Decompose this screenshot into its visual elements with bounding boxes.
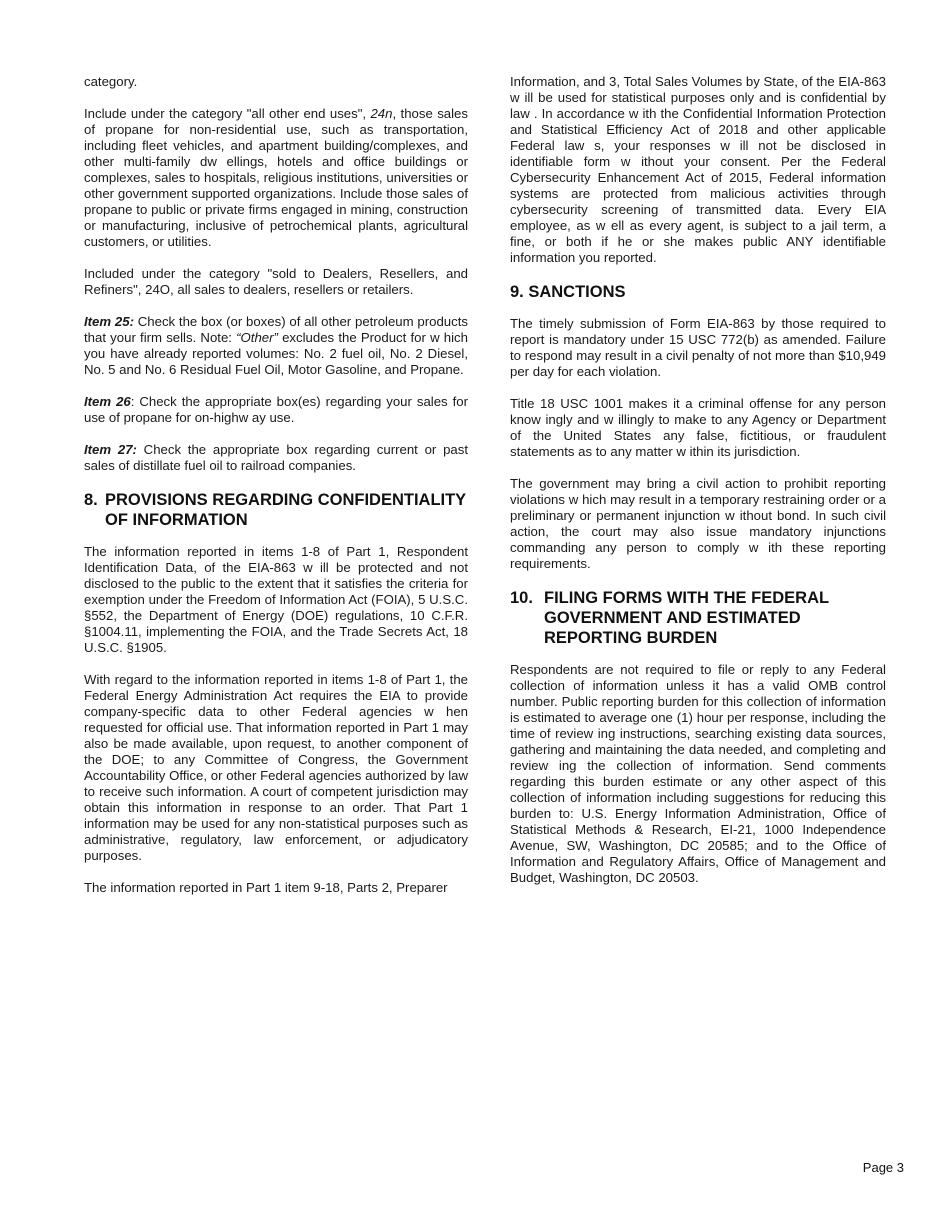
section-8-number: 8. bbox=[84, 491, 98, 509]
paragraph-item-27 bbox=[84, 442, 468, 474]
section-8-title: PROVISIONS REGARDING CONFIDENTIALITY OF INFORMATION bbox=[105, 491, 466, 529]
section-10-heading bbox=[510, 588, 886, 648]
text-run: : Check the appropriate box(es) regarding your sales for use of propane for on-highw ay use. bbox=[84, 394, 468, 425]
paragraph-item-25 bbox=[84, 314, 468, 378]
paragraph-item-26 bbox=[84, 394, 468, 426]
paragraph-sanctions-3: The government may bring a civil action to prohibit reporting violations w hich may result in a temporary restraining order or a preliminary or permanent injunction w ithout bond. In such civil action, the court may also issue mandatory injunctions commanding any person to comply w ith these reporting requirements. bbox=[510, 476, 886, 571]
paragraph-reporting-burden: Respondents are not required to file or reply to any Federal collection of information unless it has a valid OMB control number. Public reporting burden for this collection of information is estimated to average one (1) hour per response, including the time of review ing instructions, searching existing data sources, gathering and maintaining the data needed, and completing and review ing the collection of information. Send comments regarding this burden estimate or any other aspect of this collection of information including suggestions for reducing this burden to: U.S. Energy Information Administration, Office of Statistical Methods & Research, EI-21, 1000 Independence Avenue, SW, Washington, DC 20585; and to the Office of Information and Regulatory Affairs, Office of Management and Budget, Washington, DC 20503. bbox=[510, 662, 886, 885]
paragraph-sanctions-2: Title 18 USC 1001 makes it a criminal offense for any person know ingly and w illingly to make to any Agency or Department of the United States any false, fictitious, or fraudulent statements as to any matter w ithin its jurisdiction. bbox=[510, 396, 886, 459]
item-27-label: Item 27: bbox=[84, 442, 137, 457]
paragraph-category: category. bbox=[84, 74, 138, 89]
paragraph-confidentiality-2: With regard to the information reported in items 1-8 of Part 1, the Federal Energy Administration Act requires the EIA to provide company-specific data to other Federal agencies w hen requested for official use. That information reported in Part 1 may also be made available, upon request, to another component of the DOE; to any Committee of Congress, the Government Accountability Office, or other Federal agencies authorized by law to receive such information. A court of competent jurisdiction may obtain this information in response to an order. That Part 1 information may be used for any non-statistical purposes such as administrative, regulatory, law enforcement, or adjudicatory purposes. bbox=[84, 672, 468, 863]
section-10-number: 10. bbox=[510, 589, 533, 607]
right-column bbox=[510, 74, 886, 902]
left-column bbox=[84, 74, 468, 912]
paragraph-dealers-resellers: Included under the category "sold to Dealers, Resellers, and Refiners", 24O, all sales to dealers, resellers or retailers. bbox=[84, 266, 468, 297]
paragraph-confidentiality-1: The information reported in items 1-8 of Part 1, Respondent Identification Data, of the EIA-863 w ill be protected and not disclosed to the public to the extent that it satisfies the criteria for exemption under the Freedom of Information Act (FOIA), 5 U.S.C. §552, the Department of Energy (DOE) regulations, 10 C.F.R. §1004.11, implementing the FOIA, and the Trade Secrets Act, 18 U.S.C. §1905. bbox=[84, 544, 468, 655]
item-26-label: Item 26 bbox=[84, 394, 131, 409]
section-10-title: FILING FORMS WITH THE FEDERAL GOVERNMENT AND ESTIMATED REPORTING BURDEN bbox=[544, 589, 829, 647]
item-25-label: Item 25: bbox=[84, 314, 134, 329]
paragraph-sanctions-1: The timely submission of Form EIA-863 by those required to report is mandatory under 15 USC 772(b) as amended. Failure to respond may result in a civil penalty of not more than $10,949 per day for each violation. bbox=[510, 316, 886, 379]
other-term: “Other” bbox=[236, 330, 278, 345]
text-run: Check the box (or boxes) of all other petroleum products that your firm sells. Note: bbox=[84, 314, 468, 345]
section-9-heading: 9. SANCTIONS bbox=[510, 283, 626, 301]
page-number: Page 3 bbox=[862, 1160, 904, 1175]
paragraph-confidentiality-3: The information reported in Part 1 item 9-18, Parts 2, Preparer bbox=[84, 880, 448, 895]
text-run: Check the appropriate box regarding current or past sales of distillate fuel oil to railroad companies. bbox=[84, 442, 468, 473]
text-run: excludes the Product for w hich you have already reported volumes: No. 2 fuel oil, No. 2 Diesel, No. 5 and No. 6 Residual Fuel Oil, Motor Gasoline, and Propane. bbox=[84, 330, 468, 377]
text-run: Include under the category "all other end uses", bbox=[84, 106, 371, 121]
paragraph-all-other-end-uses bbox=[84, 106, 468, 250]
category-code-24n: 24n bbox=[370, 106, 393, 121]
paragraph-confidentiality-continued: Information, and 3, Total Sales Volumes by State, of the EIA-863 w ill be used for statistical purposes only and is confidential by law . In accordance w ith the Confidential Information Protection and Statistical Efficiency Act of 2018 and other applicable Federal law s, your responses w ill not be disclosed in identifiable form w ithout your consent. Per the Federal Cybersecurity Enhancement Act of 2015, Federal information systems are protected from malicious activities through cybersecurity screening of transmitted data. Every EIA employee, as w ell as every agent, is subject to a jail term, a fine, or both if he or she makes public ANY identifiable information you reported. bbox=[510, 74, 886, 265]
text-run: , those sales of propane for non-residential use, such as transportation, including fleet vehicles, and apartment building/complexes, and other multi-family dw ellings, hotels and office buildings or complexes, sales to hospitals, religious institutions, universities or other government supported organizations. Include those sales of propane to public or private firms engaged in mining, construction or manufacturing, inclusive of petrochemical plants, agricultural customers, or utilities. bbox=[84, 106, 468, 249]
section-8-heading bbox=[84, 490, 468, 530]
